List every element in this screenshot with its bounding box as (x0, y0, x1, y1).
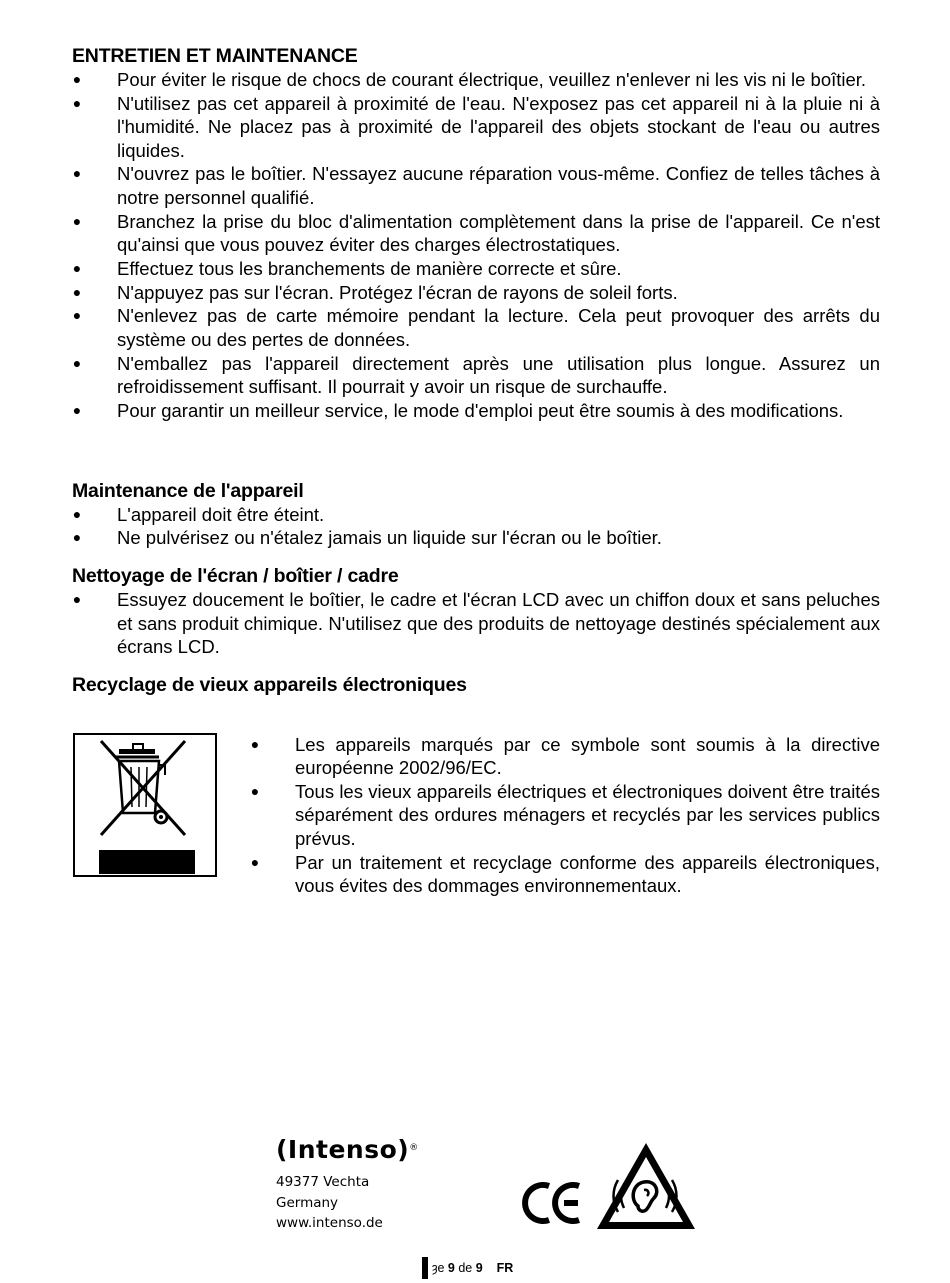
bullet-icon: ● (72, 505, 82, 522)
list-item: ● N'appuyez pas sur l'écran. Protégez l'écran de rayons de soleil forts. (72, 281, 678, 303)
section-title-cleaning: Nettoyage de l'écran / boîtier / cadre (72, 565, 399, 588)
bullet-icon: ● (72, 71, 82, 87)
bullet-icon: ● (72, 401, 82, 418)
bullet-icon: ● (72, 529, 82, 546)
intenso-logo: (Intenso)® (276, 1135, 419, 1164)
company-address (276, 1172, 419, 1234)
list-item: ● Tous les vieux appareils électriques et électroniques doivent être traités séparément des ordures ménagers et recyclés par les services publics prévus. (250, 781, 880, 849)
bullet-icon: ● (72, 165, 82, 182)
address-line-country: Germany (276, 1194, 339, 1211)
maintenance-list (72, 68, 880, 422)
bullet-icon: ● (72, 259, 82, 276)
device-maintenance-list (72, 503, 880, 550)
list-item: ● N'enlevez pas de carte mémoire pendant la lecture. Cela peut provoquer des arrêts du système ou des pertes de données. (72, 305, 880, 350)
section-title-device-maintenance: Maintenance de l'appareil (72, 479, 304, 502)
list-item: ● Effectuez tous les branchements de manière correcte et sûre. (72, 257, 622, 279)
bullet-icon: ● (72, 307, 82, 324)
list-item: ● Les appareils marqués par ce symbole sont soumis à la directive européenne 2002/96/EC. (250, 733, 880, 779)
hearing-damage-warning-icon (594, 1140, 698, 1237)
cleaning-list (72, 588, 880, 658)
section-title-recycling: Recyclage de vieux appareils électroniques (72, 673, 467, 696)
language-code: FR (496, 1261, 514, 1275)
list-item: ● L'appareil doit être éteint. (72, 503, 325, 525)
list-item: ● Branchez la prise du bloc d'alimentation complètement dans la prise de l'appareil. Ce n'est qu'ainsi que vous pouvez éviter des charges électrostatiques. (72, 210, 880, 256)
company-info (276, 1134, 419, 1234)
list-item: ● Essuyez doucement le boîtier, le cadre et l'écran LCD avec un chiffon doux et sans peluches et sans produit chimique. N'utilisez que des produits de nettoyage destinés spécialement aux écrans LCD. (72, 589, 880, 658)
bullet-icon: ● (250, 783, 260, 800)
bullet-icon: ● (72, 94, 82, 111)
bullet-icon: ● (72, 591, 82, 608)
ce-mark-icon (522, 1180, 584, 1231)
page-marker-bar (422, 1257, 428, 1279)
company-website: www.intenso.de (276, 1215, 383, 1231)
list-item: ● Pour éviter le risque de chocs de courant électrique, veuillez n'enlever ni les vis ni le boîtier. (72, 69, 867, 90)
list-item: ● Ne pulvérisez ou n'étalez jamais un liquide sur l'écran ou le boîtier. (72, 527, 662, 549)
list-item: ● N'utilisez pas cet appareil à proximité de l'eau. N'exposez pas cet appareil ni à la pluie ni à l'humidité. Ne placez pas à proximité de l'appareil des objets stockant de l'eau ou autres liquides. (72, 92, 880, 161)
address-line-city: 49377 Vechta (276, 1174, 370, 1190)
page-number: ȝe 9 de 9 FR (422, 1257, 513, 1279)
crossed-out-wheelie-bin-icon (73, 733, 217, 877)
bullet-icon: ● (72, 212, 82, 229)
list-item: ● N'emballez pas l'appareil directement après une utilisation plus longue. Assurez un refroidissement suffisant. Il pourrait y avoir un risque de surchauffe. (72, 352, 880, 398)
list-item: ● Pour garantir un meilleur service, le mode d'emploi peut être soumis à des modifications. (72, 399, 844, 421)
manual-page (72, 44, 880, 897)
recycling-list (250, 733, 880, 898)
list-item: ● Par un traitement et recyclage conforme des appareils électroniques, vous évites des dommages environnementaux. (250, 851, 880, 897)
bullet-icon: ● (250, 735, 260, 752)
bullet-icon: ● (250, 853, 260, 870)
recycling-block (72, 723, 880, 897)
bullet-icon: ● (72, 354, 82, 371)
list-item: ● N'ouvrez pas le boîtier. N'essayez aucune réparation vous-même. Confiez de telles tâches à notre personnel qualifié. (72, 163, 880, 208)
bullet-icon: ● (72, 283, 82, 300)
section-title-maintenance: ENTRETIEN ET MAINTENANCE (72, 45, 358, 67)
